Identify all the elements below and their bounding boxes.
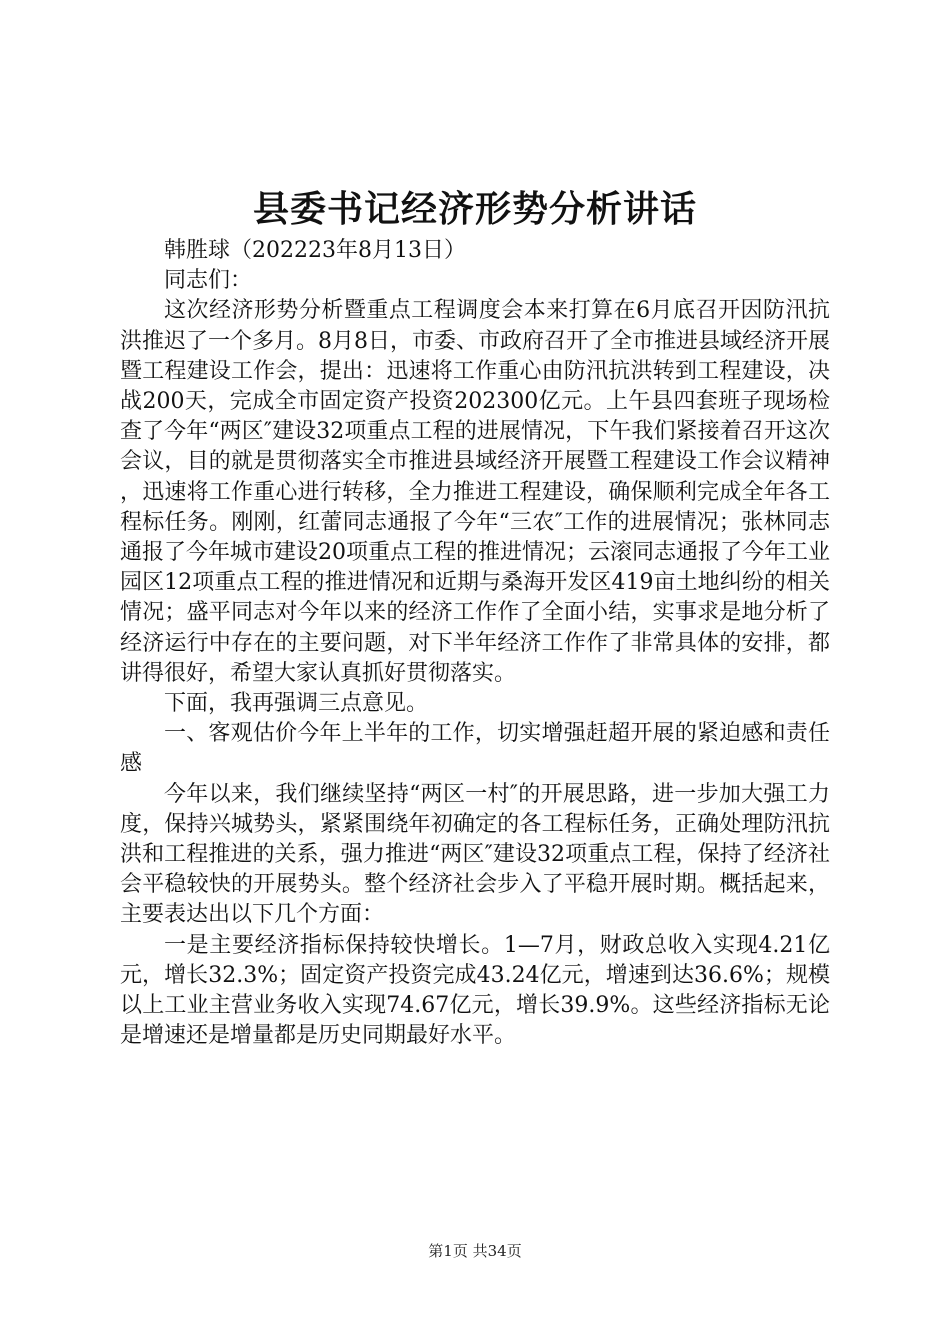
section-heading: 一、客观估价今年上半年的工作，切实增强赶超开展的紧迫感和责任感 [120,721,830,777]
page-number-footer: 第1页 共34页 [428,1242,522,1260]
paragraph: 今年以来，我们继续坚持“两区一村″的开展思路，进一步加大强工力度，保持兴城势头，紧紧围绕年初确定的各工程标任务，正确处理防汛抗洪和工程推进的关系，强力推进“两区″建设32项重点工程，保持了经济社会平稳较快的开展势头。整个经济社会步入了平稳开展时期。概括起来，主要表达出以下几个方面： [120,781,830,928]
paragraph: 这次经济形势分析暨重点工程调度会本来打算在6月底召开因防汛抗洪推迟了一个多月。8月8日，市委、市政府召开了全市推进县域经济开展暨工程建设工作会，提出：迅速将工作重心由防汛抗洪转到工程建设，决战200天，完成全市固定资产投资202300亿元。上午县四套班子现场检查了今年“两区″建设32项重点工程的进展情况，下午我们紧接着召开这次会议，目的就是贯彻落实全市推进县域经济开展暨工程建设工作会议精神，迅速将工作重心进行转移，全力推进工程建设，确保顺利完成全年各工程标任务。刚刚，红蕾同志通报了今年“三农″工作的进展情况；张林同志通报了今年城市建设20项重点工程的推进情况；云滚同志通报了今年工业园区12项重点工程的推进情况和近期与桑海开发区419亩土地纠纷的相关情况；盛平同志对今年以来的经济工作作了全面小结，实事求是地分析了经济运行中存在的主要问题，对下半年经济工作作了非常具体的安排，都讲得很好，希望大家认真抓好贯彻落实。 [120,298,830,686]
paragraph: 一是主要经济指标保持较快增长。1—7月，财政总收入实现4.21亿元，增长32.3%；固定资产投资完成43.24亿元，增速到达36.6%；规模以上工业主营业务收入实现74.67亿元，增长39.9%。这些经济指标无论是增速还是增量都是历史同期最好水平。 [120,932,830,1049]
author-line: 韩胜球（202223年8月13日） [164,238,466,263]
document-body [120,236,830,1051]
salutation: 同志们： [164,268,253,294]
document-title: 县委书记经济形势分析讲话 [252,189,697,230]
paragraph: 下面，我再强调三点意见。 [164,691,429,717]
